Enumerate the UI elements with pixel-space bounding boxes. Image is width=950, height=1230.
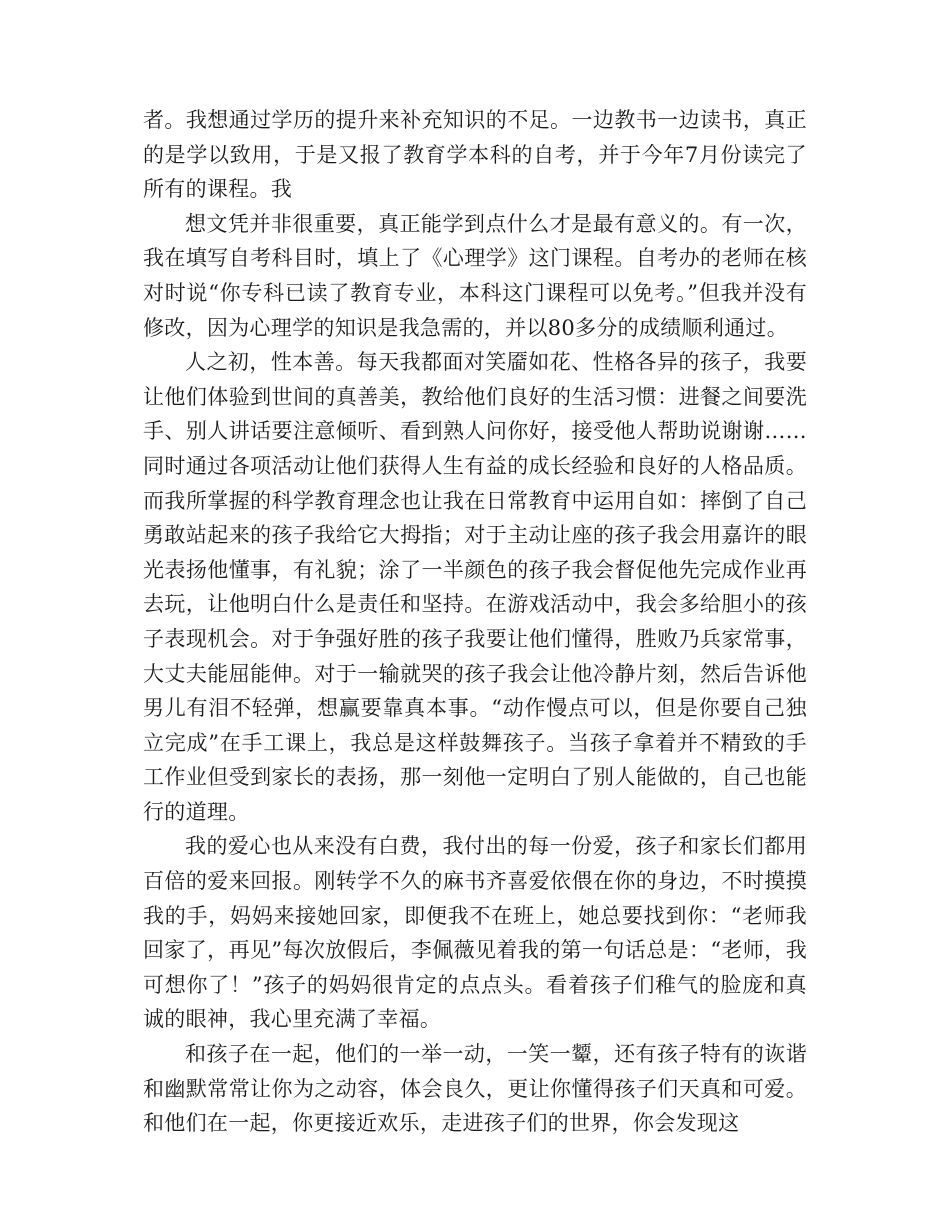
paragraph-2: 想文凭并非很重要，真正能学到点什么才是最有意义的。有一次，我在填写自考科目时，填上了《心理学》这门课程。自考办的老师在核对时说“你专科已读了教育专业，本科这门课程可以免考。”但我并没有修改，因为心理学的知识是我急需的，并以80多分的成绩顺利通过。 [143, 211, 807, 340]
paragraph-5: 和孩子在一起，他们的一举一动，一笑一颦，还有孩子特有的诙谐和幽默常常让你为之动容，体会良久，更让你懂得孩子们天真和可爱。和他们在一起，你更接近欢乐，走进孩子们的世界，你会发现这 [143, 1042, 807, 1136]
document-body [143, 103, 807, 1141]
paragraph-1: 者。我想通过学历的提升来补充知识的不足。一边教书一边读书，真正的是学以致用，于是又报了教育学本科的自考，并于今年7月份读完了所有的课程。我 [143, 108, 807, 202]
paragraph-4: 我的爱心也从来没有白费，我付出的每一份爱，孩子和家长们都用百倍的爱来回报。刚转学不久的麻书齐喜爱依偎在你的身边，不时摸摸我的手，妈妈来接她回家，即便我不在班上，她总要找到你：“老师我回家了，再见”每次放假后，李佩薇见着我的第一句话总是：“老师，我可想你了！”孩子的妈妈很肯定的点点头。看着孩子们稚气的脸庞和真诚的眼神，我心里充满了幸福。 [143, 834, 807, 1032]
paragraph-3: 人之初，性本善。每天我都面对笑靥如花、性格各异的孩子，我要让他们体验到世间的真善美，教给他们良好的生活习惯：进餐之间要洗手、别人讲话要注意倾听、看到熟人问你好，接受他人帮助说谢谢……同时通过各项活动让他们获得人生有益的成长经验和良好的人格品质。而我所掌握的科学教育理念也让我在日常教育中运用自如：摔倒了自己勇敢站起来的孩子我给它大拇指；对于主动让座的孩子我会用嘉许的眼光表扬他懂事，有礼貌；涂了一半颜色的孩子我会督促他先完成作业再去玩，让他明白什么是责任和坚持。在游戏活动中，我会多给胆小的孩子表现机会。对于争强好胜的孩子我要让他们懂得，胜败乃兵家常事，大丈夫能屈能伸。对于一输就哭的孩子我会让他冷静片刻，然后告诉他男儿有泪不轻弹，想赢要靠真本事。“动作慢点可以，但是你要自己独立完成”在手工课上，我总是这样鼓舞孩子。当孩子拿着并不精致的手工作业但受到家长的表扬，那一刻他一定明白了别人能做的，自己也能行的道理。 [143, 350, 807, 824]
